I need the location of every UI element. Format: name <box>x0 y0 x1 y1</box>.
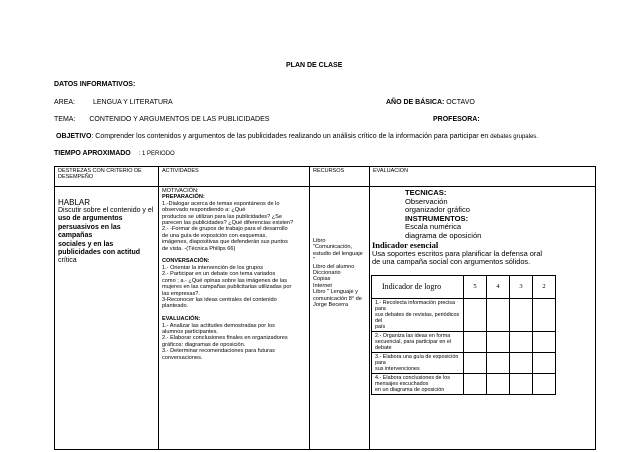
instrumentos-title: INSTRUMENTOS: <box>405 213 469 223</box>
tema-row <box>54 116 269 123</box>
recurso-line: " <box>313 257 315 264</box>
logro-row <box>372 352 556 373</box>
table-content-row <box>55 187 596 450</box>
actividad-line: como ; a.- ¿Qué opinas sobre las imágenes de las <box>162 277 287 284</box>
actividades-cell <box>159 187 310 450</box>
objetivo-label: OBJETIVO <box>56 133 92 140</box>
actividad-line: planteado. <box>162 303 189 310</box>
recursos-cell <box>310 187 370 450</box>
logro-text: 1.- Recolecta información precisa para sus debates de revistas, periódicos del país <box>372 298 464 331</box>
scale-3: 3 <box>510 275 533 298</box>
score-cell[interactable] <box>533 373 556 394</box>
destreza-line: persuasivos en las campañas <box>58 223 121 240</box>
logro-row <box>372 331 556 352</box>
anio-row <box>386 99 475 106</box>
logro-header-row <box>372 275 556 298</box>
tecnicas-title: TECNICAS: <box>405 188 447 197</box>
area-value: LENGUA Y LITERATURA <box>92 99 173 106</box>
recurso-line: Diccionario <box>313 270 341 277</box>
indicador-logro-table <box>371 275 556 395</box>
destreza-title: HABLAR <box>58 198 91 207</box>
score-cell[interactable] <box>464 352 487 373</box>
actividad-line: 3-Reconocer las ideas centrales del contenido <box>162 296 277 303</box>
actividad-line: 3.- Determinar recomendaciones para futuras <box>162 348 275 355</box>
score-cell[interactable] <box>510 373 533 394</box>
score-cell[interactable] <box>487 352 510 373</box>
tiempo-row <box>54 150 175 157</box>
plan-table <box>54 166 596 450</box>
tecnicas-block <box>370 187 595 241</box>
logro-header: Indicador de logro <box>372 275 464 298</box>
tiempo-label: TIEMPO APROXIMADO <box>54 150 131 157</box>
score-cell[interactable] <box>510 352 533 373</box>
recurso-line: "Comunicación, <box>313 244 352 251</box>
actividad-line: productos se utilizan para las publicidades? ¿Se <box>162 213 283 220</box>
actividad-line: 2.- Participar en un debate con tema variados <box>162 271 276 278</box>
actividad-line: 1.- Analizar las actitudes demostradas por los <box>162 322 275 329</box>
score-cell[interactable] <box>510 298 533 331</box>
score-cell[interactable] <box>510 331 533 352</box>
logro-text: 3.- Elabora una guía de exposición para sus intervenciones <box>372 352 464 373</box>
recurso-line: estudio del lenguaje <box>313 250 363 257</box>
actividad-line: las empresas?. <box>162 290 200 297</box>
destreza-line: Discutir sobre el contenido y el <box>58 207 154 214</box>
actividad-line: observado respondiendo a: ¿Qué <box>162 207 246 214</box>
profesora-label: PROFESORA: <box>433 116 480 123</box>
objetivo-tail: debates grupales. <box>490 134 538 140</box>
actividad-line: conversaciones. <box>162 354 203 361</box>
recurso-line: Libro " Lenguaje y <box>313 289 358 296</box>
logro-row <box>372 373 556 394</box>
recurso-line: Copias <box>313 276 331 283</box>
recurso-line: Libro del alumno <box>313 263 355 270</box>
actividad-line: 2.- -Formar de grupos de trabajo para el desarrollo <box>162 226 288 233</box>
tecnica-item: Observación <box>405 196 448 206</box>
actividad-line: imágenes, diapositivas que defenderán sus puntos <box>162 239 288 246</box>
logro-row <box>372 298 556 331</box>
datos-informativos-heading: DATOS INFORMATIVOS: <box>54 81 136 88</box>
anio-label: AÑO DE BÁSICA: <box>386 99 445 106</box>
recurso-line: Jorge Becerra <box>313 302 349 309</box>
area-label: AREA: <box>54 99 76 106</box>
destreza-line: sociales y en las <box>58 240 114 248</box>
recurso-line: comunicación 8° de <box>313 295 362 302</box>
actividad-line: gráficos: diagramas de oposición. <box>162 341 246 348</box>
logro-text: 4.- Elabora conclusiones de los mensajes escuchados en un diagrama de oposición <box>372 373 464 394</box>
page-title: PLAN DE CLASE <box>286 62 343 69</box>
objetivo-text: : Comprender los contenidos y argumentos de las publicidades realizando un análisis crítico de la información para participar en <box>91 133 489 140</box>
table-header-row <box>55 167 596 187</box>
logro-text: 2.- Organiza las ideas en forma secuencial, para participar en el debate <box>372 331 464 352</box>
score-cell[interactable] <box>487 373 510 394</box>
tiempo-value: : 1 PERIODO <box>138 151 175 157</box>
score-cell[interactable] <box>464 331 487 352</box>
actividad-line: EVALUACIÓN: <box>162 316 201 323</box>
score-cell[interactable] <box>487 331 510 352</box>
area-row <box>54 99 173 106</box>
instrumento-item: Escala numérica <box>405 222 462 232</box>
score-cell[interactable] <box>533 298 556 331</box>
header-recursos: RECURSOS <box>310 167 370 187</box>
scale-4: 4 <box>487 275 510 298</box>
actividad-line: MOTIVACIÓN: <box>162 188 199 194</box>
actividad-line: 2.- Elaborar conclusiones finales en organizadores <box>162 335 288 342</box>
score-cell[interactable] <box>464 373 487 394</box>
score-cell[interactable] <box>533 352 556 373</box>
actividad-line: mujeres en las campañas publicitarias utilizadas por <box>162 284 292 291</box>
header-destrezas: DESTREZAS CON CRITERIO DE DESEMPEÑO <box>55 167 159 187</box>
instrumento-item: diagrama de oposición <box>405 230 482 240</box>
score-cell[interactable] <box>487 298 510 331</box>
tema-label: TEMA: <box>54 116 76 123</box>
score-cell[interactable] <box>533 331 556 352</box>
indicador-esencial-text: Usa soportes escritos para planificar la defensa oral de una campaña social con argumentos sólidos. <box>372 248 543 267</box>
recurso-line: Internet <box>313 282 332 289</box>
destreza-line: crítica <box>58 257 77 265</box>
header-actividades: ACTIVIDADES <box>159 167 310 187</box>
destreza-line: publicidades con actitud <box>58 249 141 257</box>
scale-5: 5 <box>464 275 487 298</box>
tema-value: CONTENIDO Y ARGUMENTOS DE LAS PUBLICIDADES <box>89 116 270 123</box>
tecnica-item: organizador gráfico <box>405 205 471 215</box>
actividad-line: 1.-Dialogar acerca de temas espontáneos de lo <box>162 200 280 207</box>
actividad-line: 1.- Orientar la intervención de los grupos <box>162 264 264 271</box>
destreza-cell <box>55 187 159 450</box>
actividad-line: alumnos participantes. <box>162 328 218 335</box>
actividad-line: parecen las publicidades? ¿Qué diferencias existen? <box>162 220 294 227</box>
recurso-line: Libro <box>313 238 326 244</box>
score-cell[interactable] <box>464 298 487 331</box>
indicador-esencial-title: Indicador esencial <box>372 239 439 250</box>
evaluacion-cell <box>370 187 596 450</box>
actividad-line: PREPARACIÓN: <box>162 194 205 201</box>
actividad-line: de vista. -(Técnica Philips 66) <box>162 245 236 252</box>
actividad-line: de una guía de exposición con esquemas, <box>162 232 267 239</box>
header-evaluacion: EVALUACION <box>370 167 596 187</box>
objetivo-row <box>56 133 538 140</box>
actividad-line: CONVERSACIÓN: <box>162 258 210 265</box>
destreza-line: uso de argumentos <box>58 215 123 223</box>
anio-value: OCTAVO <box>446 99 475 106</box>
scale-2: 2 <box>533 275 556 298</box>
